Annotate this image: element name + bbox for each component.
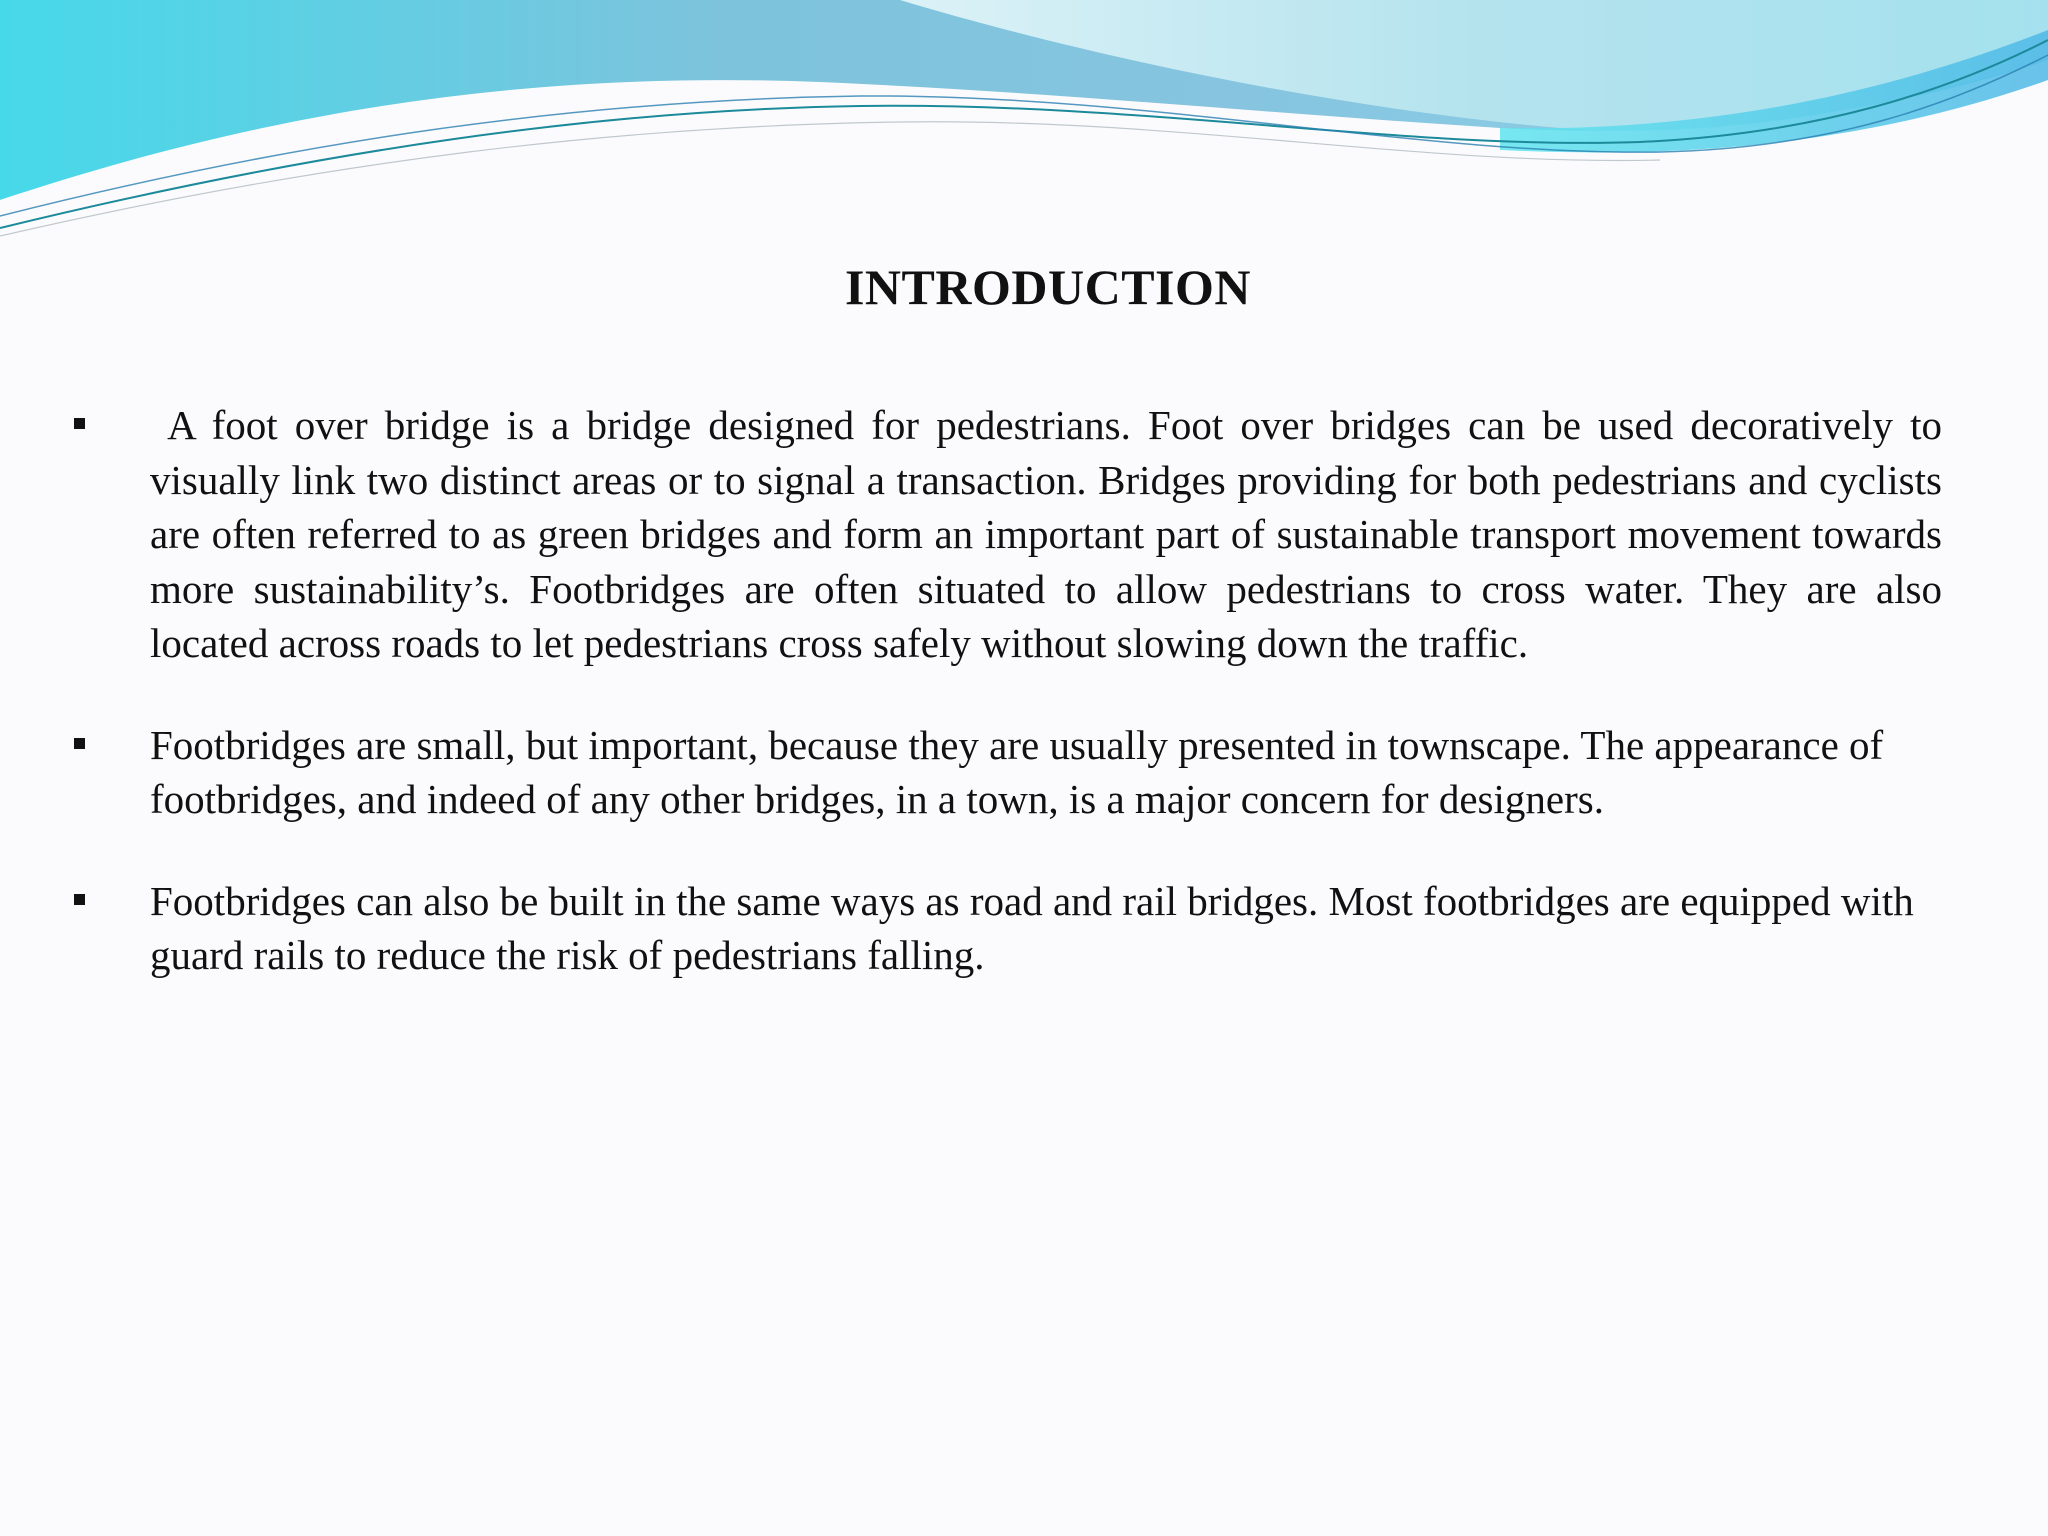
square-bullet-icon <box>74 738 85 749</box>
bullet-text: Footbridges are small, but important, because they are usually presented in townscape. The appearance of footbridges, and indeed of any other bridges, in a town, is a major concern for designers. <box>150 721 1884 822</box>
list-item <box>70 874 1920 983</box>
square-bullet-icon <box>74 418 85 429</box>
list-item <box>70 398 1953 671</box>
bullet-text: A foot over bridge is a bridge designed for pedestrians. Foot over bridges can be used decoratively to visually link two distinct areas or to signal a transaction. Bridges providing for both pedestrians and cyclists are often referred to as green bridges and form an important part of sustainable transport movement towards more sustainability’s. Footbridges are often situated to allow pedestrians to cross water. They are also located across roads to let pedestrians cross safely without slowing down the traffic. <box>150 402 1953 666</box>
list-item <box>70 718 1920 827</box>
slide-title: INTRODUCTION <box>844 259 1252 315</box>
bullet-text: Footbridges can also be built in the same ways as road and rail bridges. Most footbridges are equipped with guard rails to reduce the risk of pedestrians falling. <box>150 877 1914 978</box>
header-wave-decoration <box>0 0 2048 240</box>
square-bullet-icon <box>74 894 85 905</box>
bullet-list <box>70 398 1953 983</box>
